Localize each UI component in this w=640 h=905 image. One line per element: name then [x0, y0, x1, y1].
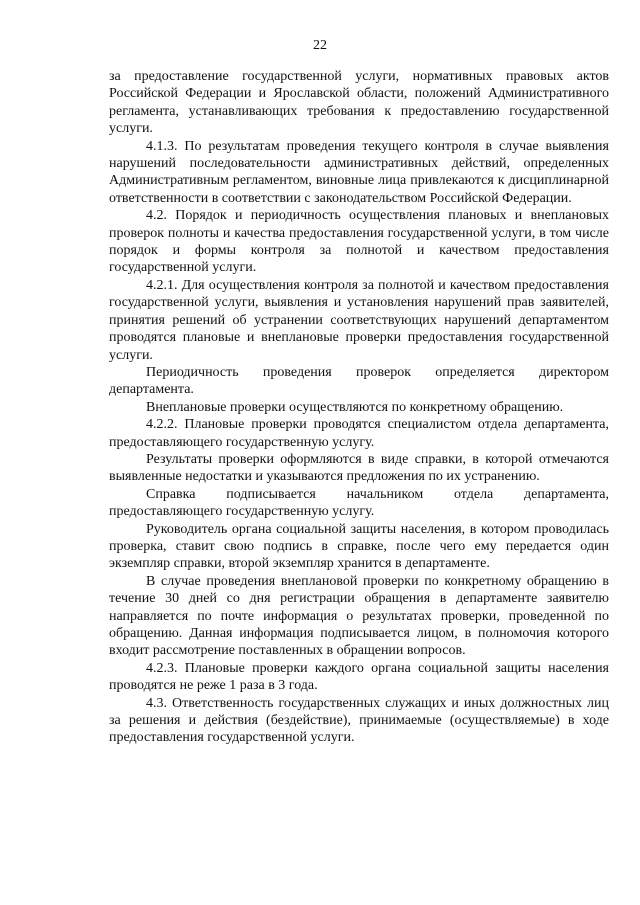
document-body — [109, 68, 609, 747]
paragraph-unscheduled-checks: Внеплановые проверки осуществляются по конкретному обращению. — [146, 399, 564, 415]
paragraph-4-2: 4.2. Порядок и периодичность осуществления плановых и внеплановых проверок полноты и качества предоставления государственной услуги, в том числе порядок и формы контроля за полнотой и качеством предоставления государственной услуги. — [109, 208, 609, 276]
paragraph-4-2-3: 4.2.3. Плановые проверки каждого органа социальной защиты населения проводятся не реже 1 раза в 3 года. — [109, 660, 609, 694]
paragraph-certificate-signing: Справка подписывается начальником отдела департамента, предоставляющего государственную услугу. — [109, 486, 609, 520]
paragraph-check-results: Результаты проверки оформляются в виде справки, в которой отмечаются выявленные недостатки и указываются предложения по их устранению. — [109, 451, 609, 485]
paragraph-periodicity: Периодичность проведения проверок определяется директором департамента. — [109, 364, 609, 398]
paragraph-continuation: за предоставление государственной услуги, нормативных правовых актов Российской Федерации и Ярославской области, положений Административного регламента, устанавливающих требования к предоставлению государственной услуги. — [109, 69, 609, 137]
paragraph-4-2-1: 4.2.1. Для осуществления контроля за полнотой и качеством предоставления государственной услуги, выявления и установления нарушений прав заявителей, принятия решений об устранении соответствующих нарушений департаментом проводятся плановые и внеплановые проверки предоставления государственной услуги. — [109, 277, 609, 363]
page-number: 22 — [313, 38, 327, 53]
paragraph-4-1-3: 4.1.3. По результатам проведения текущего контроля в случае выявления нарушений последовательности административных действий, определенных Административным регламентом, виновные лица привлекаются к дисциплинарной ответственности в соответствии с законодательством Российской Федерации. — [109, 138, 609, 206]
paragraph-4-3: 4.3. Ответственность государственных служащих и иных должностных лиц за решения и действия (бездействие), принимаемые (осуществляемые) в ходе предоставления государственной услуги. — [109, 695, 609, 746]
paragraph-head-signature: Руководитель органа социальной защиты населения, в котором проводилась проверка, ставит свою подпись в справке, после чего ему передается один экземпляр справки, второй экземпляр хранится в департаменте. — [109, 521, 609, 572]
paragraph-unscheduled-procedure: В случае проведения внеплановой проверки по конкретному обращению в течение 30 дней со дня регистрации обращения в департаменте заявителю направляется по почте информация о результатах проверки, проведенной по обращению. Данная информация подписывается лицом, в полномочия которого входит рассмотрение поставленных в обращении вопросов. — [109, 573, 609, 659]
paragraph-4-2-2: 4.2.2. Плановые проверки проводятся специалистом отдела департамента, предоставляющего государственную услугу. — [109, 417, 609, 450]
